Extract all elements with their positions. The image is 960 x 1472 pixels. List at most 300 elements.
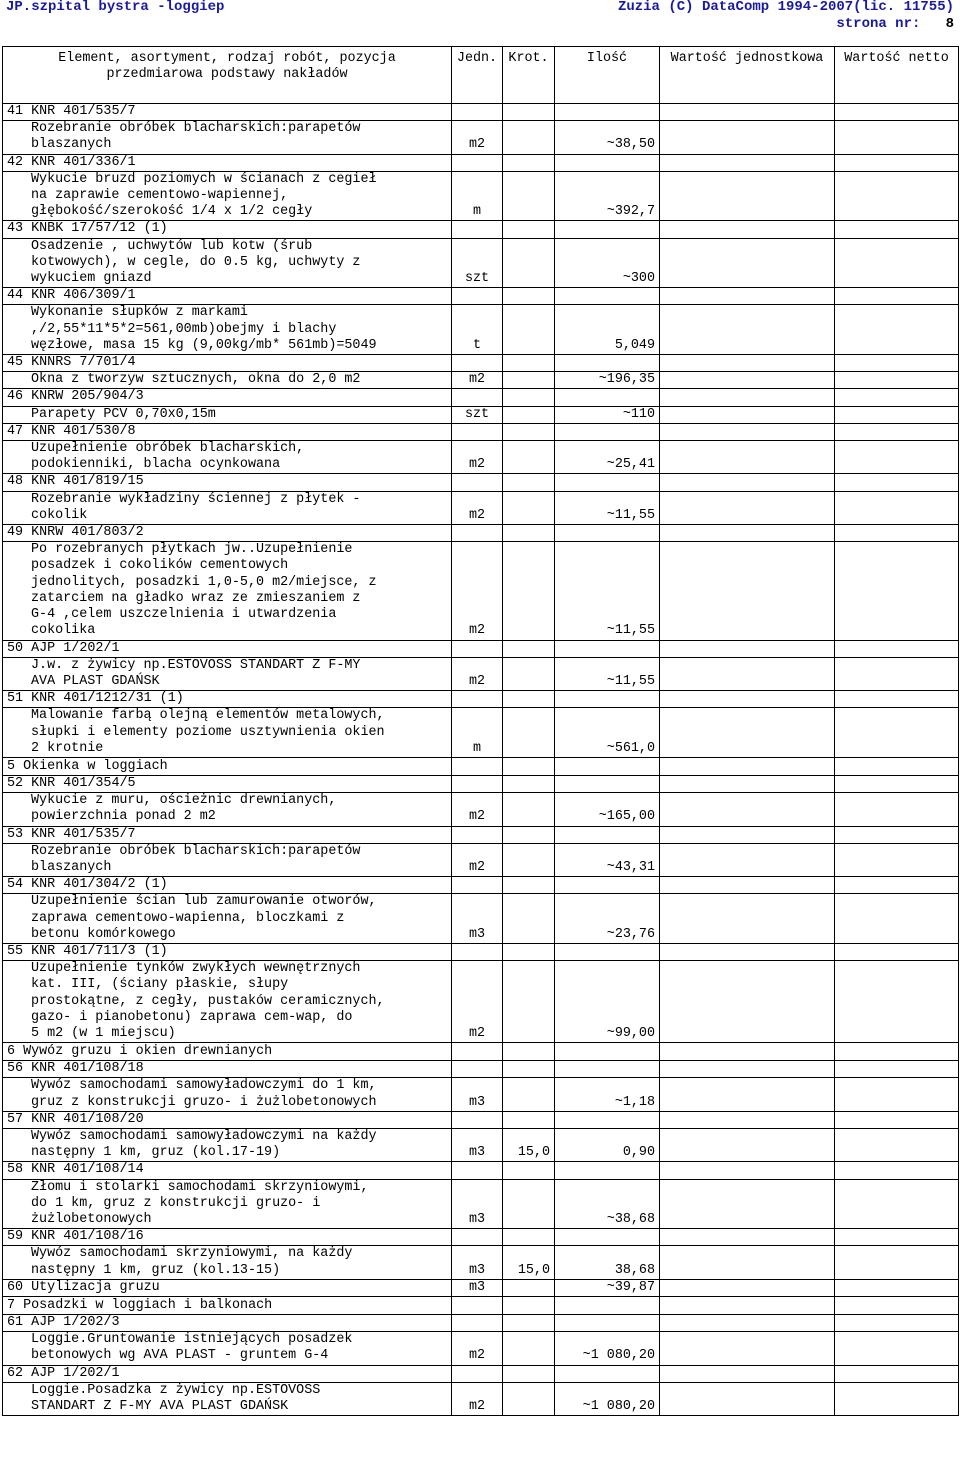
empty-cell — [503, 757, 555, 775]
unit-cell: szt — [452, 406, 503, 423]
empty-cell — [660, 640, 835, 657]
position-code: 56 KNR 401/108/18 — [3, 1061, 452, 1078]
position-code-row — [3, 1061, 959, 1078]
table-row — [3, 372, 959, 389]
position-code: 51 KNR 401/1212/31 (1) — [3, 691, 452, 708]
unit-price-cell — [660, 542, 835, 640]
empty-cell — [555, 691, 660, 708]
multiplier-cell — [503, 894, 555, 944]
position-description — [3, 406, 452, 423]
unit-cell: m2 — [452, 441, 503, 474]
empty-cell — [555, 1315, 660, 1332]
empty-cell — [555, 525, 660, 542]
description-text: Uzupełnienie tynków zwykłych wewnętrznych kat. III, (ściany płaskie, słupy prostokątne, z cegły, pustaków ceramicznych, gazo- i pianobetonu) zaprawa cem-wap, do 5 m2 (w 1 miejscu) — [31, 961, 385, 1041]
unit-price-cell — [660, 1128, 835, 1161]
empty-cell — [555, 104, 660, 121]
unit-cell: m2 — [452, 491, 503, 524]
col-header-element: Element, asortyment, rodzaj robót, pozycja przedmiarowa podstawy nakładów — [3, 47, 452, 104]
bill-of-quantities-table — [2, 46, 959, 1416]
position-description — [3, 542, 452, 640]
unit-cell: m — [452, 708, 503, 758]
position-code: 48 KNR 401/819/15 — [3, 474, 452, 491]
empty-cell — [452, 1162, 503, 1179]
empty-cell — [660, 1297, 835, 1315]
table-row — [3, 491, 959, 524]
table-row — [3, 542, 959, 640]
page-indicator — [836, 16, 954, 32]
empty-cell — [660, 355, 835, 372]
empty-cell — [503, 154, 555, 171]
empty-cell — [660, 288, 835, 305]
unit-cell: m2 — [452, 121, 503, 154]
quantity-cell: ~561,0 — [555, 708, 660, 758]
position-code-row — [3, 288, 959, 305]
empty-cell — [835, 154, 959, 171]
position-code: 50 AJP 1/202/1 — [3, 640, 452, 657]
page-number: 8 — [945, 16, 954, 32]
description-text: Rozebranie obróbek blacharskich:parapetów blaszanych — [31, 121, 361, 153]
net-value-cell — [835, 793, 959, 826]
empty-cell — [660, 389, 835, 406]
net-value-cell — [835, 372, 959, 389]
unit-cell: m2 — [452, 843, 503, 876]
empty-cell — [503, 423, 555, 440]
empty-cell — [835, 877, 959, 894]
position-description — [3, 1332, 452, 1365]
empty-cell — [452, 1297, 503, 1315]
empty-cell — [452, 1229, 503, 1246]
description-text: Wykucie bruzd poziomych w ścianach z cegieł na zaprawie cementowo-wapiennej, głębokość/szerokość 1/4 x 1/2 cegły — [31, 171, 377, 220]
net-value-cell — [835, 542, 959, 640]
empty-cell — [835, 826, 959, 843]
position-description — [3, 1382, 452, 1415]
empty-cell — [660, 1365, 835, 1382]
position-description — [3, 1078, 452, 1111]
multiplier-cell — [503, 171, 555, 221]
table-row — [3, 1382, 959, 1415]
position-code: 43 KNBK 17/57/12 (1) — [3, 221, 452, 238]
empty-cell — [835, 1365, 959, 1382]
empty-cell — [835, 1229, 959, 1246]
unit-cell: m3 — [452, 1179, 503, 1229]
quantity-cell: ~11,55 — [555, 542, 660, 640]
table-row — [3, 1078, 959, 1111]
quantity-cell: ~110 — [555, 406, 660, 423]
table-row — [3, 171, 959, 221]
quantity-cell: ~43,31 — [555, 843, 660, 876]
empty-cell — [503, 1043, 555, 1061]
unit-cell: m3 — [452, 894, 503, 944]
empty-cell — [555, 154, 660, 171]
net-value-cell — [835, 1179, 959, 1229]
empty-cell — [835, 1061, 959, 1078]
position-code-row — [3, 1162, 959, 1179]
position-code: 57 KNR 401/108/20 — [3, 1111, 452, 1128]
unit-cell: m — [452, 171, 503, 221]
position-code-row — [3, 1229, 959, 1246]
empty-cell — [555, 1365, 660, 1382]
empty-cell — [835, 288, 959, 305]
position-code: 49 KNRW 401/803/2 — [3, 525, 452, 542]
empty-cell — [835, 389, 959, 406]
unit-price-cell — [660, 894, 835, 944]
empty-cell — [660, 104, 835, 121]
position-code: 54 KNR 401/304/2 (1) — [3, 877, 452, 894]
position-code-row — [3, 691, 959, 708]
position-code: 61 AJP 1/202/3 — [3, 1315, 452, 1332]
unit-price-cell — [660, 1078, 835, 1111]
net-value-cell — [835, 657, 959, 690]
section-title: 5 Okienka w loggiach — [3, 757, 452, 775]
table-row — [3, 793, 959, 826]
empty-cell — [452, 1111, 503, 1128]
position-code-row — [3, 640, 959, 657]
empty-cell — [452, 640, 503, 657]
position-code-row — [3, 1315, 959, 1332]
quantity-cell: ~1 080,20 — [555, 1382, 660, 1415]
position-code: 41 KNR 401/535/7 — [3, 104, 452, 121]
quantity-cell: ~38,50 — [555, 121, 660, 154]
quantity-cell: ~25,41 — [555, 441, 660, 474]
empty-cell — [452, 474, 503, 491]
position-code: 53 KNR 401/535/7 — [3, 826, 452, 843]
empty-cell — [555, 943, 660, 960]
col-header-unit: Jedn. — [452, 47, 503, 104]
net-value-cell — [835, 1332, 959, 1365]
position-description — [3, 441, 452, 474]
unit-price-cell — [660, 121, 835, 154]
unit-cell: m2 — [452, 542, 503, 640]
unit-price-cell — [660, 1279, 835, 1296]
multiplier-cell: 15,0 — [503, 1246, 555, 1279]
net-value-cell — [835, 491, 959, 524]
unit-price-cell — [660, 708, 835, 758]
table-row — [3, 1279, 959, 1296]
position-code: 58 KNR 401/108/14 — [3, 1162, 452, 1179]
table-row — [3, 238, 959, 288]
multiplier-cell — [503, 238, 555, 288]
empty-cell — [452, 104, 503, 121]
empty-cell — [503, 355, 555, 372]
unit-cell: m2 — [452, 1382, 503, 1415]
empty-cell — [452, 355, 503, 372]
empty-cell — [660, 775, 835, 792]
empty-cell — [503, 288, 555, 305]
position-code: 47 KNR 401/530/8 — [3, 423, 452, 440]
empty-cell — [452, 154, 503, 171]
project-title: JP.szpital bystra -loggiep — [6, 0, 225, 15]
empty-cell — [452, 221, 503, 238]
multiplier-cell — [503, 961, 555, 1043]
empty-cell — [835, 1315, 959, 1332]
empty-cell — [555, 288, 660, 305]
table-row — [3, 894, 959, 944]
position-description — [3, 305, 452, 355]
empty-cell — [452, 691, 503, 708]
empty-cell — [452, 389, 503, 406]
empty-cell — [503, 1111, 555, 1128]
multiplier-cell — [503, 1179, 555, 1229]
description-text: Uzupełnienie ścian lub zamurowanie otworów, zaprawa cementowo-wapienna, bloczkami z betonu komórkowego — [31, 894, 377, 942]
quantity-cell: ~1,18 — [555, 1078, 660, 1111]
unit-cell: t — [452, 305, 503, 355]
col-header-qty: Ilość — [555, 47, 660, 104]
empty-cell — [452, 826, 503, 843]
empty-cell — [503, 1162, 555, 1179]
net-value-cell — [835, 305, 959, 355]
multiplier-cell — [503, 491, 555, 524]
unit-price-cell — [660, 372, 835, 389]
unit-price-cell — [660, 171, 835, 221]
unit-price-cell — [660, 441, 835, 474]
table-row — [3, 843, 959, 876]
multiplier-cell — [503, 372, 555, 389]
position-code: 46 KNRW 205/904/3 — [3, 389, 452, 406]
net-value-cell — [835, 1279, 959, 1296]
table-row — [3, 406, 959, 423]
description-text: Loggie.Gruntowanie istniejących posadzek betonowych wg AVA PLAST - gruntem G-4 — [31, 1332, 353, 1364]
empty-cell — [835, 104, 959, 121]
empty-cell — [452, 1061, 503, 1078]
quantity-cell: 0,90 — [555, 1128, 660, 1161]
empty-cell — [835, 1162, 959, 1179]
unit-price-cell — [660, 406, 835, 423]
multiplier-cell — [503, 1382, 555, 1415]
unit-cell: szt — [452, 238, 503, 288]
unit-cell: m3 — [452, 1128, 503, 1161]
empty-cell — [503, 775, 555, 792]
description-text: Rozebranie wykładziny ściennej z płytek - cokolik — [31, 491, 361, 523]
empty-cell — [452, 288, 503, 305]
position-description — [3, 1246, 452, 1279]
description-text: Osadzenie , uchwytów lub kotw (śrub kotwowych), w cegle, do 0.5 kg, uchwyty z wykuciem gniazd — [31, 238, 361, 287]
position-description — [3, 894, 452, 944]
multiplier-cell — [503, 793, 555, 826]
table-row — [3, 657, 959, 690]
table-row — [3, 441, 959, 474]
quantity-cell: ~23,76 — [555, 894, 660, 944]
empty-cell — [452, 877, 503, 894]
quantity-cell: ~38,68 — [555, 1179, 660, 1229]
empty-cell — [835, 757, 959, 775]
quantity-cell: ~392,7 — [555, 171, 660, 221]
description-text: J.w. z żywicy np.ESTOVOSS STANDART Z F-MY AVA PLAST GDAŃSK — [31, 657, 361, 689]
position-description — [3, 843, 452, 876]
net-value-cell — [835, 1078, 959, 1111]
empty-cell — [555, 775, 660, 792]
empty-cell — [660, 1315, 835, 1332]
net-value-cell — [835, 1246, 959, 1279]
position-code: 55 KNR 401/711/3 (1) — [3, 943, 452, 960]
empty-cell — [452, 1315, 503, 1332]
position-code: 52 KNR 401/354/5 — [3, 775, 452, 792]
multiplier-cell — [503, 441, 555, 474]
empty-cell — [660, 525, 835, 542]
empty-cell — [503, 1297, 555, 1315]
position-code-row — [3, 423, 959, 440]
net-value-cell — [835, 961, 959, 1043]
empty-cell — [660, 826, 835, 843]
description-text: Malowanie farbą olejną elementów metalowych, słupki i elementy poziome usztywnienia okien 2 krotnie — [31, 708, 385, 756]
position-code-row — [3, 1365, 959, 1382]
position-code: 59 KNR 401/108/16 — [3, 1229, 452, 1246]
position-code-row — [3, 877, 959, 894]
empty-cell — [660, 691, 835, 708]
empty-cell — [503, 525, 555, 542]
table-row — [3, 1128, 959, 1161]
multiplier-cell: 15,0 — [503, 1128, 555, 1161]
table-row — [3, 305, 959, 355]
description-text: Wywóz samochodami skrzyniowymi, na każdy następny 1 km, gruz (kol.13-15) — [31, 1246, 353, 1278]
empty-cell — [452, 423, 503, 440]
quantity-cell: ~1 080,20 — [555, 1332, 660, 1365]
quantity-cell: ~99,00 — [555, 961, 660, 1043]
unit-cell: m2 — [452, 372, 503, 389]
position-description — [3, 238, 452, 288]
position-description — [3, 121, 452, 154]
table-row — [3, 1179, 959, 1229]
net-value-cell — [835, 238, 959, 288]
multiplier-cell — [503, 657, 555, 690]
unit-price-cell — [660, 305, 835, 355]
position-code-row — [3, 525, 959, 542]
empty-cell — [660, 1061, 835, 1078]
empty-cell — [835, 355, 959, 372]
quantity-cell: ~300 — [555, 238, 660, 288]
empty-cell — [555, 1061, 660, 1078]
net-value-cell — [835, 441, 959, 474]
unit-cell: m2 — [452, 1332, 503, 1365]
position-description — [3, 657, 452, 690]
multiplier-cell — [503, 1332, 555, 1365]
description-text: Po rozebranych płytkach jw..Uzupełnienie posadzek i cokolików cementowych jednolitych, posadzki 1,0-5,0 m2/miejsce, z zatarciem na gładko wraz ze zmieszaniem z G-4 ,celem uszczelnienia i utwardzenia cokolika — [31, 542, 377, 639]
empty-cell — [503, 826, 555, 843]
multiplier-cell — [503, 542, 555, 640]
quantity-cell: ~196,35 — [555, 372, 660, 389]
unit-cell: m2 — [452, 793, 503, 826]
multiplier-cell — [503, 1279, 555, 1296]
empty-cell — [835, 525, 959, 542]
empty-cell — [452, 757, 503, 775]
position-code-row — [3, 775, 959, 792]
description-text: Loggie.Posadzka z żywicy np.ESTOVOSS STANDART Z F-MY AVA PLAST GDAŃSK — [31, 1382, 321, 1415]
quantity-cell: 38,68 — [555, 1246, 660, 1279]
unit-price-cell — [660, 657, 835, 690]
table-row — [3, 961, 959, 1043]
unit-price-cell — [660, 1246, 835, 1279]
unit-price-cell — [660, 238, 835, 288]
software-copyright: Zuzia (C) DataComp 1994-2007(lic. 11755) — [617, 0, 954, 15]
net-value-cell — [835, 171, 959, 221]
empty-cell — [555, 389, 660, 406]
position-description — [3, 961, 452, 1043]
empty-cell — [555, 423, 660, 440]
empty-cell — [555, 1043, 660, 1061]
empty-cell — [503, 1315, 555, 1332]
empty-cell — [660, 1229, 835, 1246]
empty-cell — [555, 1229, 660, 1246]
multiplier-cell — [503, 406, 555, 423]
description-text: Parapety PCV 0,70x0,15m — [31, 406, 216, 422]
empty-cell — [660, 221, 835, 238]
unit-price-cell — [660, 1179, 835, 1229]
empty-cell — [452, 775, 503, 792]
unit-price-cell — [660, 961, 835, 1043]
empty-cell — [555, 640, 660, 657]
table-body — [3, 104, 959, 1416]
position-code-row — [3, 104, 959, 121]
empty-cell — [555, 826, 660, 843]
col-header-unit-price: Wartość jednostkowa — [660, 47, 835, 104]
empty-cell — [503, 104, 555, 121]
position-code-row — [3, 355, 959, 372]
net-value-cell — [835, 843, 959, 876]
empty-cell — [555, 355, 660, 372]
empty-cell — [660, 154, 835, 171]
section-row — [3, 1297, 959, 1315]
empty-cell — [660, 423, 835, 440]
empty-cell — [835, 943, 959, 960]
empty-cell — [835, 1111, 959, 1128]
table-row — [3, 121, 959, 154]
position-description — [3, 1179, 452, 1229]
empty-cell — [503, 1061, 555, 1078]
net-value-cell — [835, 894, 959, 944]
empty-cell — [503, 474, 555, 491]
unit-price-cell — [660, 1382, 835, 1415]
position-code-row — [3, 154, 959, 171]
unit-price-cell — [660, 491, 835, 524]
section-title: 6 Wywóz gruzu i okien drewnianych — [3, 1043, 452, 1061]
quantity-cell: ~11,55 — [555, 657, 660, 690]
unit-price-cell — [660, 793, 835, 826]
unit-cell: m3 — [452, 1279, 503, 1296]
col-header-net-value: Wartość netto — [835, 47, 959, 104]
description-text: Wywóz samochodami samowyładowczymi do 1 km, gruz z konstrukcji gruzo- i żużlobetonowych — [31, 1078, 377, 1110]
position-code-row — [3, 474, 959, 491]
position-code-row — [3, 826, 959, 843]
table-row — [3, 1246, 959, 1279]
empty-cell — [660, 1043, 835, 1061]
empty-cell — [555, 1162, 660, 1179]
section-title: 7 Posadzki w loggiach i balkonach — [3, 1297, 452, 1315]
empty-cell — [503, 691, 555, 708]
position-code: 62 AJP 1/202/1 — [3, 1365, 452, 1382]
table-row — [3, 1332, 959, 1365]
position-description — [3, 708, 452, 758]
empty-cell — [660, 1162, 835, 1179]
description-text: Wykonanie słupków z markami ,/2,55*11*5*2=561,00mb)obejmy i blachy węzłowe, masa 15 kg (9,00kg/mb* 561mb)=5049 — [31, 305, 377, 353]
empty-cell — [835, 221, 959, 238]
empty-cell — [835, 1297, 959, 1315]
unit-cell: m3 — [452, 1246, 503, 1279]
quantity-cell: ~11,55 — [555, 491, 660, 524]
description-text: Uzupełnienie obróbek blacharskich, podokienniki, blacha ocynkowana — [31, 441, 305, 473]
position-description: 60 Utylizacja gruzu — [3, 1279, 452, 1296]
position-description — [3, 1128, 452, 1161]
multiplier-cell — [503, 305, 555, 355]
unit-price-cell — [660, 843, 835, 876]
table-row — [3, 708, 959, 758]
section-row — [3, 1043, 959, 1061]
empty-cell — [555, 221, 660, 238]
empty-cell — [503, 221, 555, 238]
empty-cell — [503, 943, 555, 960]
description-text: Okna z tworzyw sztucznych, okna do 2,0 m2 — [31, 372, 361, 388]
empty-cell — [835, 423, 959, 440]
quantity-cell: 5,049 — [555, 305, 660, 355]
page-label: strona nr: — [836, 16, 921, 32]
